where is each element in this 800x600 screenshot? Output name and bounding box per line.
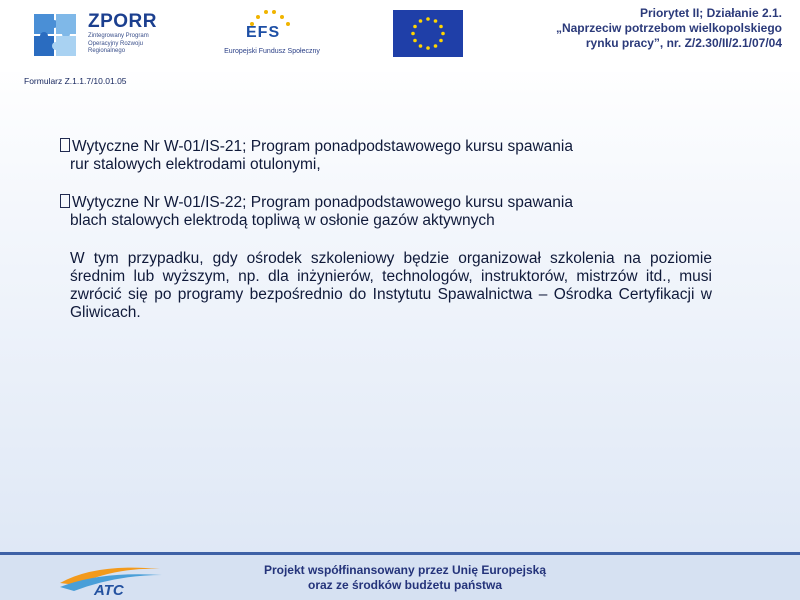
priority-block <box>482 6 782 51</box>
bullet-icon <box>60 138 70 152</box>
atc-logo-text: ATC <box>94 582 124 597</box>
header <box>0 0 800 72</box>
efs-logo <box>224 8 320 62</box>
list-item <box>60 194 712 230</box>
priority-line: rynku pracy”, nr. Z/2.30/II/2.1/07/04 <box>585 36 782 50</box>
footer <box>0 555 800 600</box>
bullet-line: blach stalowych elektrodą topliwą w osłonie gazów aktywnych <box>70 212 495 229</box>
eu-flag-icon <box>393 10 463 57</box>
efs-mark: EFS <box>246 24 281 41</box>
bullet-line: Wytyczne Nr W-01/IS-22; Program ponadpodstawowego kursu spawania <box>72 194 573 211</box>
footer-text <box>240 563 570 593</box>
efs-caption: Europejski Fundusz Społeczny <box>224 48 320 55</box>
priority-line: „Naprzeciw potrzebom wielkopolskiego <box>555 21 782 35</box>
puzzle-logo-icon <box>30 10 80 60</box>
bullet-icon <box>60 194 70 208</box>
zporr-logo <box>30 8 160 64</box>
list-item <box>60 138 712 174</box>
form-code: Formularz Z.1.1.7/10.01.05 <box>24 76 127 86</box>
body-paragraph: W tym przypadku, gdy ośrodek szkoleniowy będzie organizował szkolenia na poziomie średnim lub wyższym, np. dla inżynierów, technologów, instruktorów, mistrzów itd., musi zwrócić się po programy bezpośrednio do Instytutu Spawalnictwa – Ośrodka Certyfikacji w Gliwicach. <box>70 250 712 321</box>
bullet-line: rur stalowych elektrodami otulonymi, <box>70 156 321 173</box>
bullet-line: Wytyczne Nr W-01/IS-21; Program ponadpodstawowego kursu spawania <box>72 138 573 155</box>
atc-logo-icon <box>56 561 166 597</box>
footer-line: Projekt współfinansowany przez Unię Europejską <box>263 563 547 577</box>
zporr-subtitle: Zintegrowany Program Operacyjny Rozwoju Regionalnego <box>88 33 149 54</box>
footer-line: oraz ze środków budżetu państwa <box>307 578 503 592</box>
main-content <box>60 138 712 322</box>
zporr-title: ZPORR <box>88 11 157 32</box>
priority-line: Priorytet II; Działanie 2.1. <box>639 6 782 20</box>
